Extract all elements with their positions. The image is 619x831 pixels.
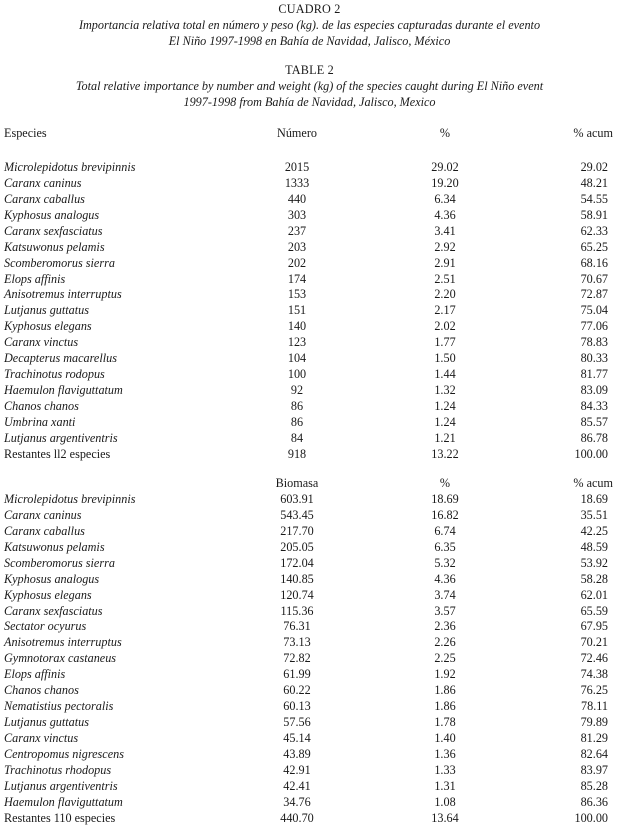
species-cell: Caranx sexfasciatus (4, 603, 103, 618)
value-cell: 54.55 (580, 191, 608, 206)
table-row-remainder (0, 811, 619, 827)
value-cell: 5.32 (434, 555, 456, 570)
value-cell: 84 (290, 430, 304, 445)
column-header: Especies (4, 126, 47, 140)
value-cell: 80.33 (580, 351, 608, 366)
value-cell: 29.02 (431, 159, 459, 174)
table-header-row (0, 126, 619, 142)
value-cell: 58.28 (580, 571, 608, 586)
value-cell: 35.51 (580, 507, 608, 522)
value-cell: 1.92 (434, 667, 456, 682)
value-cell: 2015 (284, 159, 310, 174)
value-cell: 202 (287, 255, 307, 270)
value-cell: 77.06 (580, 319, 608, 334)
species-cell: Caranx vinctus (4, 335, 79, 350)
species-cell: Haemulon flaviguttatum (4, 794, 123, 809)
table-row (0, 319, 619, 335)
species-cell: Trachinotus rhodopus (4, 762, 112, 777)
species-cell: Anisotremus interruptus (4, 635, 122, 650)
value-cell: 1.44 (434, 367, 456, 382)
value-cell: 60.13 (283, 699, 311, 714)
table-row-remainder (0, 447, 619, 463)
value-cell: 16.82 (431, 507, 459, 522)
caption-label: CUADRO 2 (278, 2, 341, 16)
value-cell: 85.28 (580, 778, 608, 793)
species-cell: Centropomus nigrescens (4, 746, 124, 761)
value-cell: 1.21 (434, 430, 456, 445)
value-cell: 237 (287, 223, 307, 238)
value-cell: 86.36 (580, 794, 608, 809)
species-cell: Restantes ll2 especies (4, 446, 111, 461)
value-cell: 65.25 (580, 239, 608, 254)
value-cell: 18.69 (431, 491, 459, 506)
species-cell: Sectator ocyurus (4, 619, 87, 634)
value-cell: 1.40 (434, 731, 456, 745)
value-cell: 75.04 (580, 303, 608, 318)
table-row (0, 367, 619, 383)
table-row (0, 604, 619, 620)
value-cell: 57.56 (283, 715, 311, 730)
species-cell: Elops affinis (4, 271, 66, 286)
caption-label: TABLE 2 (285, 63, 334, 77)
table-row (0, 795, 619, 811)
species-cell: Microlepidotus brevipinnis (4, 159, 136, 174)
table-row (0, 415, 619, 431)
value-cell: 86 (290, 399, 304, 413)
species-cell: Katsuwonus pelamis (4, 239, 105, 254)
species-cell: Umbrina xanti (4, 414, 76, 429)
value-cell: 78.11 (581, 699, 608, 714)
value-cell: 172.04 (280, 555, 314, 570)
species-cell: Lutjanus argentiventris (4, 778, 118, 793)
value-cell: 65.59 (580, 603, 608, 618)
species-cell: Anisotremus interruptus (4, 287, 122, 302)
species-cell: Kyphosus analogus (4, 207, 100, 222)
species-cell: Kyphosus elegans (4, 319, 92, 334)
value-cell: 67.95 (580, 619, 608, 634)
value-cell: 85.57 (580, 414, 608, 429)
table-row (0, 351, 619, 367)
value-cell: 48.59 (580, 539, 608, 554)
table-row (0, 383, 619, 399)
species-cell: Kyphosus analogus (4, 571, 100, 586)
table-row (0, 683, 619, 699)
species-cell: Scomberomorus sierra (4, 555, 115, 570)
table-row (0, 508, 619, 524)
value-cell: 440 (287, 191, 307, 206)
value-cell: 4.36 (434, 571, 456, 586)
value-cell: 76.25 (580, 683, 608, 698)
value-cell: 2.25 (434, 651, 456, 666)
value-cell: 1.77 (434, 335, 456, 350)
species-cell: Haemulon flaviguttatum (4, 383, 123, 398)
value-cell: 86.78 (580, 430, 608, 445)
value-cell: 48.21 (580, 175, 608, 190)
table-row (0, 667, 619, 683)
table-row (0, 431, 619, 447)
value-cell: 151 (287, 303, 307, 318)
value-cell: 2.20 (434, 287, 456, 302)
value-cell: 174 (287, 271, 307, 286)
table-row (0, 524, 619, 540)
value-cell: 1.86 (434, 683, 456, 698)
value-cell: 120.74 (280, 587, 314, 602)
value-cell: 2.91 (434, 255, 456, 270)
value-cell: 6.74 (434, 523, 456, 538)
value-cell: 62.01 (580, 587, 608, 602)
value-cell: 70.67 (580, 271, 608, 286)
value-cell: 74.38 (580, 667, 608, 682)
column-header: Biomasa (275, 476, 319, 490)
value-cell: 140.85 (280, 571, 314, 586)
column-header: Número (277, 126, 317, 140)
value-cell: 18.69 (580, 491, 608, 506)
value-cell: 29.02 (580, 159, 608, 174)
value-cell: 140 (287, 319, 307, 334)
value-cell: 1.36 (434, 746, 456, 761)
value-cell: 918 (287, 446, 307, 461)
species-cell: Caranx caballus (4, 523, 85, 538)
table-row (0, 335, 619, 351)
table-by-biomass (0, 476, 619, 827)
species-cell: Decapterus macarellus (4, 351, 117, 366)
table-row (0, 303, 619, 319)
species-cell: Nematistius pectoralis (4, 699, 114, 714)
value-cell: 76.31 (283, 619, 311, 634)
table-row (0, 160, 619, 176)
table-row (0, 699, 619, 715)
species-cell: Elops affinis (4, 667, 66, 682)
value-cell: 1.50 (434, 351, 456, 366)
species-cell: Chanos chanos (4, 683, 79, 698)
value-cell: 1.31 (434, 778, 456, 793)
column-header: % (439, 476, 451, 490)
table-header-row (0, 476, 619, 492)
table-row (0, 779, 619, 795)
value-cell: 1.78 (434, 715, 456, 730)
value-cell: 115.36 (280, 603, 314, 618)
table-body (0, 160, 619, 463)
species-cell: Kyphosus elegans (4, 587, 92, 602)
table-row (0, 176, 619, 192)
value-cell: 6.34 (434, 191, 456, 206)
value-cell: 100 (287, 367, 307, 382)
value-cell: 205.05 (280, 539, 314, 554)
value-cell: 1.86 (434, 699, 456, 714)
value-cell: 78.83 (580, 335, 608, 350)
value-cell: 153 (287, 287, 307, 302)
value-cell: 86 (290, 414, 304, 429)
value-cell: 83.97 (580, 762, 608, 777)
value-cell: 543.45 (280, 507, 314, 522)
value-cell: 73.13 (283, 635, 311, 650)
value-cell: 1.24 (434, 414, 456, 429)
species-cell: Microlepidotus brevipinnis (4, 491, 136, 506)
value-cell: 81.29 (580, 731, 608, 745)
value-cell: 123 (287, 335, 307, 350)
column-header: % acum (573, 476, 613, 490)
value-cell: 42.41 (283, 778, 311, 793)
value-cell: 19.20 (431, 175, 459, 190)
value-cell: 4.36 (434, 207, 456, 222)
value-cell: 2.17 (434, 303, 456, 318)
value-cell: 45.14 (283, 731, 311, 745)
table-row (0, 399, 619, 415)
table-row (0, 651, 619, 667)
value-cell: 42.25 (580, 523, 608, 538)
value-cell: 440.70 (280, 810, 314, 825)
table-row (0, 763, 619, 779)
value-cell: 217.70 (280, 523, 314, 538)
value-cell: 303 (287, 207, 307, 222)
value-cell: 42.91 (283, 762, 311, 777)
value-cell: 34.76 (283, 794, 311, 809)
value-cell: 82.64 (580, 746, 608, 761)
value-cell: 104 (287, 351, 307, 366)
value-cell: 68.16 (580, 255, 608, 270)
value-cell: 62.33 (580, 223, 608, 238)
species-cell: Gymnotorax castaneus (4, 651, 117, 666)
value-cell: 72.46 (580, 651, 608, 666)
value-cell: 6.35 (434, 539, 456, 554)
value-cell: 2.02 (434, 319, 456, 334)
value-cell: 1.24 (434, 399, 456, 413)
table-row (0, 556, 619, 572)
value-cell: 72.82 (283, 651, 311, 666)
species-cell: Lutjanus guttatus (4, 715, 89, 730)
species-cell: Caranx sexfasciatus (4, 223, 103, 238)
species-cell: Caranx caninus (4, 175, 82, 190)
value-cell: 2.26 (434, 635, 456, 650)
value-cell: 2.51 (434, 271, 456, 286)
table-row (0, 540, 619, 556)
species-cell: Lutjanus guttatus (4, 303, 89, 318)
value-cell: 100.00 (574, 446, 608, 461)
species-cell: Caranx caballus (4, 191, 85, 206)
table-row (0, 287, 619, 303)
value-cell: 1.32 (434, 383, 456, 398)
value-cell: 60.22 (283, 683, 311, 698)
species-cell: Trachinotus rodopus (4, 367, 105, 382)
species-cell: Chanos chanos (4, 399, 79, 413)
value-cell: 53.92 (580, 555, 608, 570)
value-cell: 58.91 (580, 207, 608, 222)
species-cell: Lutjanus argentiventris (4, 430, 118, 445)
value-cell: 70.21 (580, 635, 608, 650)
table-row (0, 224, 619, 240)
value-cell: 13.22 (431, 446, 459, 461)
column-header: % acum (573, 126, 613, 140)
table-row (0, 715, 619, 731)
value-cell: 603.91 (280, 491, 314, 506)
value-cell: 72.87 (580, 287, 608, 302)
species-cell: Caranx caninus (4, 507, 82, 522)
table-row (0, 492, 619, 508)
table-row (0, 208, 619, 224)
table-row (0, 192, 619, 208)
value-cell: 3.57 (434, 603, 456, 618)
table-row (0, 256, 619, 272)
value-cell: 13.64 (431, 810, 459, 825)
value-cell: 1333 (284, 175, 310, 190)
species-cell: Scomberomorus sierra (4, 255, 115, 270)
value-cell: 83.09 (580, 383, 608, 398)
value-cell: 84.33 (580, 399, 608, 413)
value-cell: 3.41 (434, 223, 456, 238)
caption-line: 1997-1998 from Bahía de Navidad, Jalisco, Mexico (183, 95, 436, 109)
value-cell: 2.36 (434, 619, 456, 634)
table-by-number (0, 126, 619, 463)
column-header: % (439, 126, 451, 140)
caption-line: El Niño 1997-1998 en Bahía de Navidad, Jalisco, México (168, 34, 451, 48)
value-cell: 2.92 (434, 239, 456, 254)
caption-english (0, 62, 619, 110)
species-cell: Katsuwonus pelamis (4, 539, 105, 554)
species-cell: Caranx vinctus (4, 731, 79, 745)
value-cell: 43.89 (283, 746, 311, 761)
value-cell: 203 (287, 239, 307, 254)
table-row (0, 619, 619, 635)
value-cell: 1.33 (434, 762, 456, 777)
value-cell: 92 (290, 383, 304, 398)
species-cell: Restantes 110 especies (4, 810, 116, 825)
table-body (0, 492, 619, 827)
value-cell: 1.08 (434, 794, 456, 809)
value-cell: 81.77 (580, 367, 608, 382)
table-row (0, 588, 619, 604)
table-row (0, 240, 619, 256)
caption-line: Importancia relativa total en número y peso (kg). de las especies capturadas durante el evento (78, 18, 541, 32)
table-row (0, 572, 619, 588)
table-row (0, 747, 619, 763)
value-cell: 61.99 (283, 667, 311, 682)
table-row (0, 731, 619, 747)
caption-line: Total relative importance by number and weight (kg) of the species caught during El Niño event (75, 79, 544, 93)
table-row (0, 272, 619, 288)
value-cell: 3.74 (434, 587, 456, 602)
value-cell: 100.00 (574, 810, 608, 825)
value-cell: 79.89 (580, 715, 608, 730)
table-row (0, 635, 619, 651)
caption-spanish (0, 1, 619, 49)
